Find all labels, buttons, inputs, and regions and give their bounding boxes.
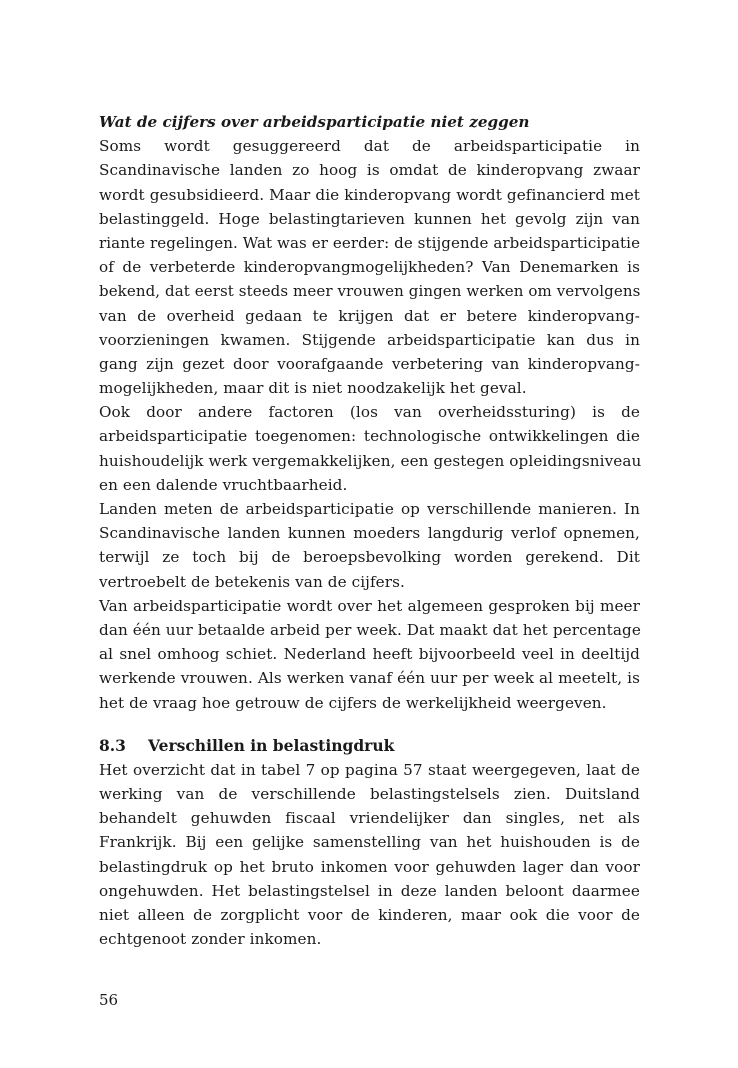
text-line: Soms wordt gesuggereerd dat de arbeidsparticipatie in bbox=[99, 137, 640, 156]
text-line: Scandinavische landen kunnen moeders langdurig verlof opnemen, bbox=[99, 524, 640, 543]
text-line: voorzieningen kwamen. Stijgende arbeidsparticipatie kan dus in bbox=[99, 330, 640, 349]
text-line: bekend, dat eerst steeds meer vrouwen gingen werken om vervolgens bbox=[99, 282, 641, 301]
text-line: mogelijkheden, maar dit is niet noodzakelijk het geval. bbox=[99, 379, 527, 398]
text-line: ongehuwden. Het belastingstelsel in deze landen beloont daarmee bbox=[99, 881, 640, 900]
text-line: of de verbeterde kinderopvangmogelijkheden? Van Denemarken is bbox=[99, 258, 640, 277]
text-line: Het overzicht dat in tabel 7 op pagina 57 staat weergegeven, laat de bbox=[99, 760, 640, 779]
text-line: dan één uur betaalde arbeid per week. Dat maakt dat het percentage bbox=[99, 620, 641, 639]
text-line: het de vraag hoe getrouw de cijfers de werkelijkheid weergeven. bbox=[99, 693, 607, 712]
text-line: echtgenoot zonder inkomen. bbox=[99, 930, 322, 949]
text-line: van de overheid gedaan te krijgen dat er betere kinderopvang- bbox=[99, 306, 640, 325]
text-line: arbeidsparticipatie toegenomen: technologische ontwikkelingen die bbox=[99, 427, 640, 446]
section-content bbox=[99, 758, 640, 952]
text-line: wordt gesubsidieerd. Maar die kinderopvang wordt gefinancierd met bbox=[99, 185, 640, 204]
paragraph bbox=[99, 400, 640, 497]
text-line: Van arbeidsparticipatie wordt over het algemeen gesproken bij meer bbox=[99, 596, 640, 615]
page-body bbox=[99, 110, 640, 951]
text-line: vertroebelt de betekenis van de cijfers. bbox=[99, 572, 405, 591]
text-line: werkende vrouwen. Als werken vanaf één uur per week al meetelt, is bbox=[99, 669, 640, 688]
subsection-title: Wat de cijfers over arbeidsparticipatie niet zeggen bbox=[99, 113, 530, 131]
text-line: Scandinavische landen zo hoog is omdat de kinderopvang zwaar bbox=[99, 161, 640, 180]
text-line: riante regelingen. Wat was er eerder: de stijgende arbeidsparticipatie bbox=[99, 233, 641, 252]
page-number: 56 bbox=[99, 991, 119, 1009]
paragraph bbox=[99, 497, 640, 594]
text-line: Ook door andere factoren (los van overheidssturing) is de bbox=[99, 403, 640, 422]
text-line: Landen meten de arbeidsparticipatie op verschillende manieren. In bbox=[99, 500, 640, 518]
paragraph bbox=[99, 758, 640, 952]
paragraph bbox=[99, 134, 640, 400]
text-line: belastingdruk op het bruto inkomen voor gehuwden lager dan voor bbox=[99, 857, 640, 876]
section-heading bbox=[99, 734, 640, 758]
text-line: gang zijn gezet door voorafgaande verbetering van kinderopvang- bbox=[99, 354, 640, 373]
paragraph bbox=[99, 594, 640, 715]
text-line: Frankrijk. Bij een gelijke samenstelling van het huishouden is de bbox=[99, 833, 640, 852]
text-line: al snel omhoog schiet. Nederland heeft bijvoorbeeld veel in deeltijd bbox=[99, 645, 640, 664]
section-title: Verschillen in belastingdruk bbox=[148, 735, 395, 755]
text-line: werking van de verschillende belastingstelsels zien. Duitsland bbox=[99, 785, 640, 804]
text-line: huishoudelijk werk vergemakkelijken, een gestegen opleidingsniveau bbox=[99, 451, 642, 470]
section-number: 8.3 bbox=[99, 735, 126, 755]
text-line: niet alleen de zorgplicht voor de kinderen, maar ook die voor de bbox=[99, 906, 640, 924]
text-line: belastinggeld. Hoge belastingtarieven kunnen het gevolg zijn van bbox=[99, 209, 640, 228]
text-line: terwijl ze toch bij de beroepsbevolking worden gerekend. Dit bbox=[99, 548, 640, 567]
text-line: behandelt gehuwden fiscaal vriendelijker dan singles, net als bbox=[99, 809, 640, 828]
subsection-content bbox=[99, 134, 640, 715]
text-line: en een dalende vruchtbaarheid. bbox=[99, 475, 348, 494]
